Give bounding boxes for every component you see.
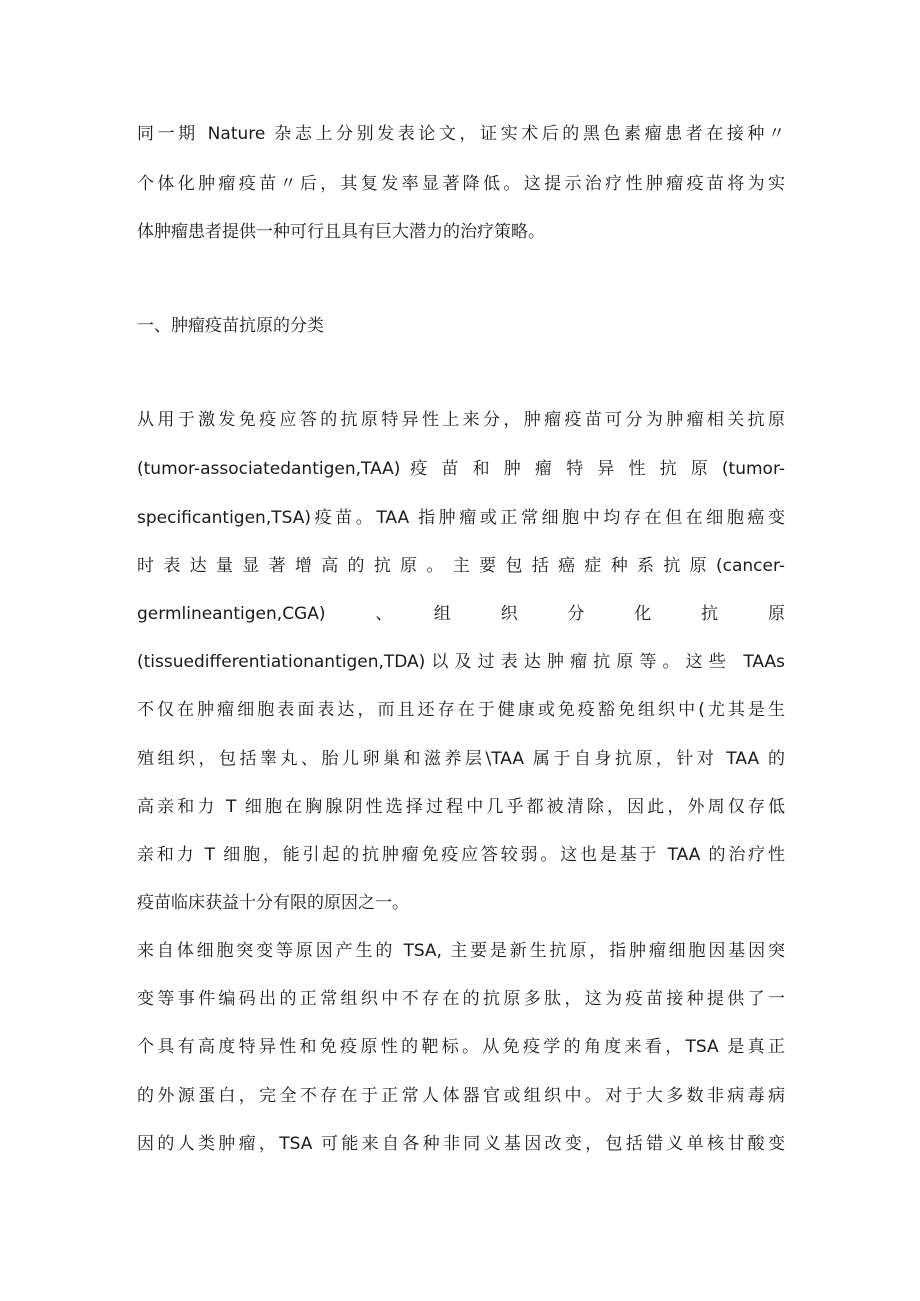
paragraph2-line-3: 个具有高度特异性和免疫原性的靶标。从免疫学的角度来看，TSA 是真正	[137, 1037, 785, 1057]
paragraph2-line-5: 因的人类肿瘤，TSA 可能来自各种非同义基因改变，包括错义单核甘酸变	[137, 1134, 785, 1154]
intro-line-2: 个体化肿瘤疫苗〃后，其复发率显著降低。这提示治疗性肿瘤疫苗将为实	[137, 174, 785, 194]
paragraph2-line-4: 的外源蛋白，完全不存在于正常人体器官或组织中。对于大多数非病毒病	[137, 1086, 785, 1106]
paragraph1-line-4: 时 表 达 量 显 著 增 高 的 抗 原 。 主 要 包 括 癌 症 种 系 抗 原 (cancer-	[137, 556, 785, 576]
paragraph2-line-1: 来自体细胞突变等原因产生的 TSA, 主要是新生抗原，指肿瘤细胞因基因突	[137, 941, 785, 961]
paragraph1-line-8: 殖组织，包括睾丸、胎儿卵巢和滋养层\TAA 属于自身抗原，针对 TAA 的	[137, 749, 785, 769]
paragraph1-line-5: germlineantigen,CGA) 、 组 织 分 化 抗 原	[137, 604, 785, 624]
paragraph1-line-1: 从用于激发免疫应答的抗原特异性上来分，肿瘤疫苗可分为肿瘤相关抗原	[137, 410, 785, 430]
paragraph1-line-11: 疫苗临床获益十分有限的原因之一。	[137, 893, 409, 913]
paragraph1-line-6: (tissuedifferentiationantigen,TDA)以及过表达肿瘤抗原等。这些 TAAs	[137, 652, 785, 672]
paragraph1-line-9: 高亲和力 T 细胞在胸腺阴性选择过程中几乎都被清除，因此，外周仅存低	[137, 797, 785, 817]
paragraph1-line-3: specificantigen,TSA)疫苗。TAA 指肿瘤或正常细胞中均存在但在细胞癌变	[137, 508, 785, 528]
section-heading: 一、肿瘤疫苗抗原的分类	[137, 316, 324, 336]
paragraph1-line-7: 不仅在肿瘤细胞表面表达，而且还存在于健康或免疫豁免组织中(尤其是生	[137, 700, 785, 720]
paragraph1-line-10: 亲和力 T 细胞，能引起的抗肿瘤免疫应答较弱。这也是基于 TAA 的治疗性	[137, 845, 785, 865]
paragraph2-line-2: 变等事件编码出的正常组织中不存在的抗原多肽，这为疫苗接种提供了一	[137, 989, 785, 1009]
intro-line-3: 体肿瘤患者提供一种可行且具有巨大潜力的治疗策略。	[137, 222, 545, 242]
intro-line-1: 同一期 Nature 杂志上分别发表论文，证实术后的黑色素瘤患者在接种〃	[137, 124, 785, 144]
paragraph1-line-2: (tumor-associatedantigen,TAA) 疫 苗 和 肿 瘤 特 异 性 抗 原 (tumor-	[137, 459, 785, 479]
